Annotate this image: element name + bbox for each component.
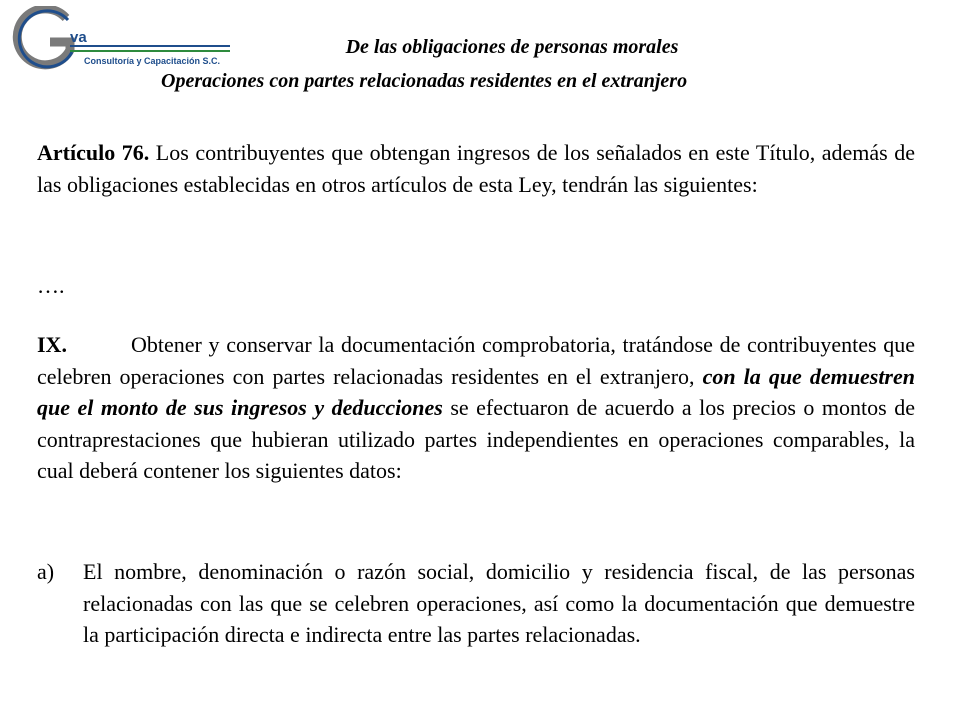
fraction-number: IX. [37, 332, 67, 357]
fraction-text-emphasis: con la que demuestren que el monto de sus ingresos y deducciones [37, 363, 915, 420]
ellipsis: …. [37, 273, 65, 298]
article-label: Artículo 76. [37, 140, 150, 165]
logo-letters-va: va [70, 29, 87, 46]
article-text: Los contribuyentes que obtengan ingresos de los señalados en este Título, además de las obligaciones establecidas en otros artículos de esta Ley, tendrán las siguientes: [37, 140, 916, 197]
page-subtitle: Operaciones con partes relacionadas residentes en el extranjero [161, 70, 688, 92]
article-paragraph [37, 137, 915, 200]
logo-caption: Consultoría y Capacitación S.C. [84, 56, 221, 66]
list-item-text: El nombre, denominación o razón social, domicilio y residencia fiscal, de las personas relacionadas con las que se celebren operaciones, así como la documentación que demuestre la participación directa e indirecta entre las partes relacionadas. [83, 559, 915, 647]
fraction-text-before: Obtener y conservar la documentación comprobatoria, tratándose de contribuyentes que celebren operaciones con partes relacionadas residentes en el extranjero, [37, 332, 915, 389]
fraction-paragraph [37, 329, 915, 487]
list-item-letter: a) [37, 559, 55, 584]
page-title: De las obligaciones de personas morales [345, 36, 679, 58]
fraction-text-after: se efectuaron de acuerdo a los precios o montos de contraprestaciones que hubieran utilizado partes independientes en operaciones comparables, la cual deberá contener los siguientes datos: [37, 395, 915, 483]
list-item-a [37, 556, 915, 651]
